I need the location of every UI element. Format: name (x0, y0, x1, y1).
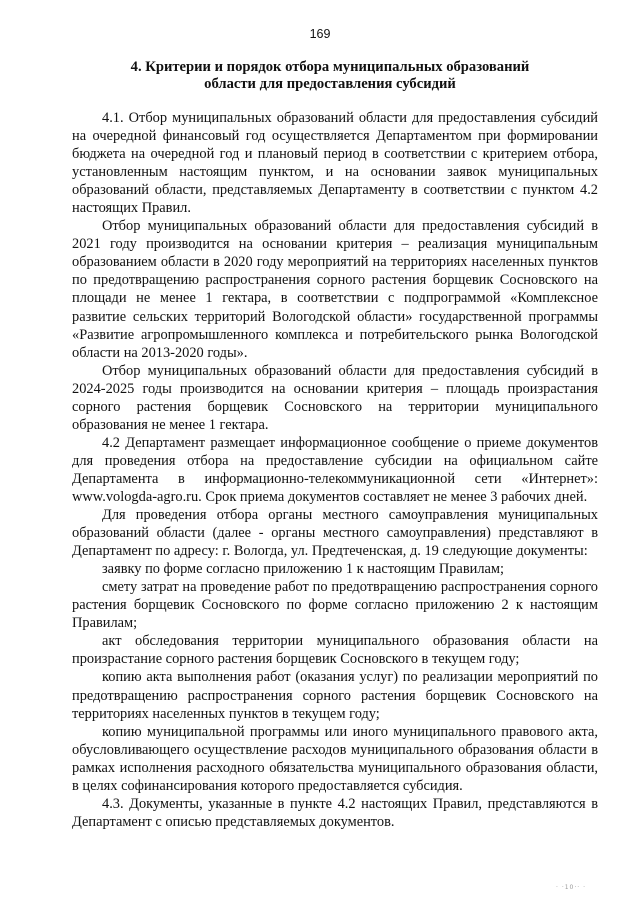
paragraph-4-2: 4.2 Департамент размещает информационное сообщение о приеме документов для проведения отбора на предоставление субсидии на официальном сайте Департамента в информационно-телекоммуникационной сети «Интернет»: www.vologda-agro.ru. Срок приема документов составляет не менее 3 рабочих дней. (72, 434, 598, 505)
section-title (80, 59, 580, 93)
page-number: 169 (309, 27, 331, 41)
paragraph-criteria-2024-2025: Отбор муниципальных образований области для предоставления субсидий в 2024-2025 годы производится на основании критерия – площадь произрастания сорного растения борщевик Сосновского на территории муниципального образования не менее 1 гектара. (72, 362, 598, 433)
section-title-line-1: 4. Критерии и порядок отбора муниципальных образований (130, 59, 530, 75)
list-item-cost-estimate: смету затрат на проведение работ по предотвращению распространения сорного растения борщевик Сосновского по форме согласно приложению 2 к настоящим Правилам; (72, 579, 598, 632)
paragraph-4-1: 4.1. Отбор муниципальных образований области для предоставления субсидий на очередной финансовый год осуществляется Департаментом при формировании бюджета на очередной год и плановый период в соответствии с критерием отбора, установленным настоящим пунктом, и на основании заявок муниципальных образований области, представляемых Департаменту в соответствии с пунктом 4.2 настоящих Правил. (72, 110, 598, 217)
list-item-municipal-program: копию муниципальной программы или иного муниципального правового акта, обусловливающего осуществление расходов муниципального образования области в рамках исполнения расходного обязательства муниципального образования области, в целях софинансирования которого предоставляется субсидия. (72, 723, 598, 794)
list-item-work-act: копию акта выполнения работ (оказания услуг) по реализации мероприятий по предотвращению распространения сорного растения борщевик Сосновского на территориях населенных пунктов в текущем году; (72, 669, 598, 722)
section-title-line-2: области для предоставления субсидий (204, 76, 456, 92)
list-item-application: заявку по форме согласно приложению 1 к настоящим Правилам; (102, 561, 504, 578)
document-body (72, 109, 598, 831)
list-item-survey-act: акт обследования территории муниципального образования области на произрастание сорного растения борщевик Сосновского в текущем году; (72, 633, 598, 668)
scan-mark: · ·10·· · (556, 884, 586, 891)
paragraph-4-3: 4.3. Документы, указанные в пункте 4.2 настоящих Правил, представляются в Департамент с описью представляемых документов. (72, 795, 598, 830)
paragraph-documents-intro: Для проведения отбора органы местного самоуправления муниципальных образований области (далее - органы местного самоуправления) представляют в Департамент по адресу: г. Вологда, ул. Предтеченская, д. 19 следующие документы: (72, 507, 598, 560)
paragraph-criteria-2021: Отбор муниципальных образований области для предоставления субсидий в 2021 году производится на основании критерия – реализация муниципальным образованием области в 2020 году мероприятий на территориях населенных пунктов по предотвращению распространения сорного растения борщевик Сосновского на площади не менее 1 гектара, в соответствии с подпрограммой «Комплексное развитие сельских территорий Вологодской области» государственной программы «Развитие агропромышленного комплекса и потребительского рынка Вологодской области на 2013-2020 годы». (72, 218, 598, 361)
